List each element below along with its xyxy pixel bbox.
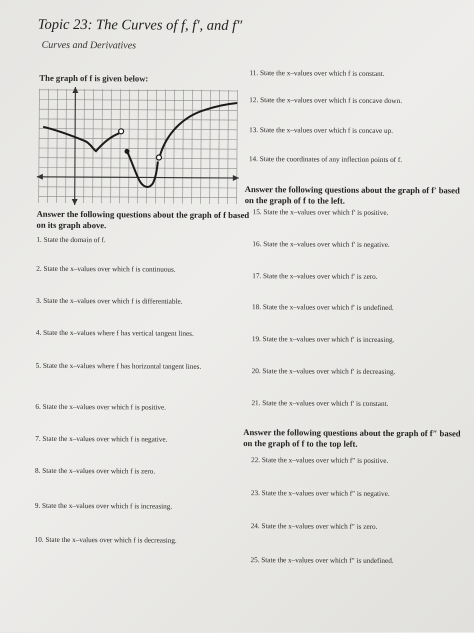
- curve-segment-middle: [127, 151, 158, 187]
- question-8: [35, 467, 155, 476]
- grid-line-vertical: [183, 90, 184, 204]
- question-text: State the x–values over which f′ is undefined.: [262, 303, 394, 312]
- question-text: State the x–values over which f is positive.: [42, 402, 167, 412]
- question-text: State the coordinates of any inflection points of f.: [259, 155, 403, 165]
- page-subtitle: Curves and Derivatives: [41, 39, 137, 52]
- question-17: [252, 272, 377, 281]
- question-text: State the x–values over which f′ is constant.: [262, 399, 389, 408]
- question-number: 5.: [35, 361, 42, 370]
- question-text: State the x–values over which f″ is negative.: [261, 489, 390, 498]
- question-text: State the x–values over which f is concave down.: [260, 96, 403, 106]
- question-number: 7.: [35, 434, 41, 443]
- question-number: 15.: [252, 208, 262, 217]
- grid-line-vertical: [228, 90, 229, 204]
- grid-line-vertical: [84, 89, 85, 203]
- question-7: [35, 435, 167, 444]
- grid-line-vertical: [201, 90, 202, 204]
- question-text: State the x–values over which f is differentiable.: [43, 296, 183, 306]
- grid-line-vertical: [93, 89, 94, 203]
- question-number: 23.: [250, 489, 260, 498]
- graph-grid: [39, 89, 238, 204]
- question-21: [251, 399, 388, 408]
- question-4: [36, 329, 194, 338]
- grid-line-vertical: [192, 90, 193, 204]
- question-number: 24.: [250, 522, 260, 531]
- grid-line-vertical: [138, 89, 139, 203]
- question-number: 3.: [36, 296, 42, 305]
- question-number: 17.: [252, 272, 262, 281]
- question-text: State the x–values over which f is increasing.: [41, 501, 173, 511]
- section-heading-f: Answer the following questions about the graph of f based on its graph above.: [36, 208, 250, 231]
- question-number: 10.: [34, 535, 44, 544]
- question-number: 12.: [249, 96, 259, 105]
- open-point-1: [119, 129, 124, 134]
- question-20: [252, 367, 396, 376]
- question-13: [249, 126, 393, 135]
- question-text: State the x–values where f has horizontal tangent lines.: [42, 361, 202, 371]
- question-number: 14.: [248, 155, 258, 164]
- question-text: State the x–values over which f′ is increasing.: [262, 335, 395, 344]
- question-number: 6.: [35, 402, 41, 411]
- question-11: [249, 69, 384, 78]
- question-number: 18.: [252, 303, 262, 312]
- grid-line-vertical: [57, 89, 58, 203]
- question-24: [251, 522, 378, 531]
- question-text: State the x–values over which f is concave up.: [259, 126, 394, 135]
- y-axis-arrow-down: [72, 199, 78, 205]
- question-text: State the x–values over which f is continuous.: [43, 264, 176, 274]
- question-text: State the x–values over which f″ is zero.: [261, 522, 378, 531]
- closed-point: [124, 149, 129, 154]
- question-text: State the x–values over which f is constant.: [259, 69, 385, 78]
- question-number: 20.: [251, 367, 261, 376]
- question-9: [35, 502, 172, 511]
- function-curve: [43, 102, 238, 188]
- grid-line-vertical: [129, 89, 130, 203]
- question-16: [252, 240, 389, 249]
- y-axis: [75, 87, 76, 205]
- curve-segment-left: [43, 127, 119, 151]
- question-text: State the x–values over which f′ is positive.: [263, 208, 389, 217]
- grid-line-vertical: [48, 89, 49, 203]
- question-number: 11.: [249, 69, 259, 78]
- grid-line-vertical: [210, 90, 211, 204]
- question-14: [249, 155, 402, 164]
- page-title: Topic 23: The Curves of f, f′, and f″: [37, 16, 243, 35]
- question-2: [36, 265, 175, 274]
- question-text: State the x–values over which f′ is decreasing.: [262, 367, 396, 376]
- question-10: [35, 536, 177, 545]
- question-number: 25.: [250, 556, 260, 565]
- question-text: State the domain of f.: [43, 235, 106, 245]
- grid-line-vertical: [237, 90, 238, 204]
- question-number: 8.: [35, 466, 41, 475]
- question-5: [36, 361, 232, 372]
- question-number: 4.: [35, 328, 42, 337]
- graph-title: The graph of f is given below:: [39, 72, 149, 84]
- section-heading-fdoubleprime: Answer the following questions about the graph of f″ based on the graph of f to the top left.: [243, 427, 461, 449]
- question-25: [250, 556, 393, 565]
- question-text: State the x–values over which f is negative.: [42, 434, 168, 444]
- question-3: [36, 297, 182, 306]
- question-number: 16.: [252, 240, 262, 249]
- question-1: [36, 236, 105, 244]
- question-22: [251, 456, 388, 465]
- x-axis-arrow-right: [233, 175, 239, 181]
- question-12: [249, 96, 402, 105]
- grid-line-vertical: [66, 89, 67, 203]
- x-axis-arrow-left: [37, 174, 43, 180]
- question-text: State the x–values over which f is zero.: [42, 466, 156, 476]
- grid-line-vertical: [111, 89, 112, 203]
- question-number: 19.: [251, 335, 261, 344]
- question-text: State the x–values over which f′ is zero.: [263, 272, 378, 281]
- grid-line-vertical: [174, 90, 175, 204]
- question-text: State the x–values over which f″ is positive.: [261, 456, 389, 465]
- question-number: 1.: [36, 235, 42, 244]
- section-heading-fprime: Answer the following questions about the graph of f′ based on the graph of f to the left.: [244, 184, 460, 206]
- question-number: 13.: [249, 126, 259, 135]
- question-number: 22.: [251, 456, 261, 465]
- grid-line-vertical: [156, 90, 157, 204]
- question-23: [251, 489, 390, 498]
- question-text: State the x–values where f has vertical tangent lines.: [43, 328, 194, 338]
- question-15: [253, 208, 389, 217]
- grid-line-vertical: [120, 89, 121, 203]
- grid-line-vertical: [39, 89, 40, 203]
- function-graph: [35, 85, 242, 208]
- question-18: [252, 303, 394, 312]
- question-number: 9.: [34, 501, 41, 510]
- question-text: State the x–values over which f″ is undefined.: [261, 556, 394, 565]
- question-number: 21.: [251, 399, 261, 408]
- open-point-2: [156, 155, 161, 160]
- question-text: State the x–values over which f is decreasing.: [45, 535, 177, 545]
- question-6: [35, 403, 166, 412]
- question-19: [252, 335, 395, 344]
- question-text: State the x–values over which f′ is negative.: [263, 240, 390, 249]
- question-number: 2.: [36, 264, 42, 273]
- grid-line-vertical: [165, 90, 166, 204]
